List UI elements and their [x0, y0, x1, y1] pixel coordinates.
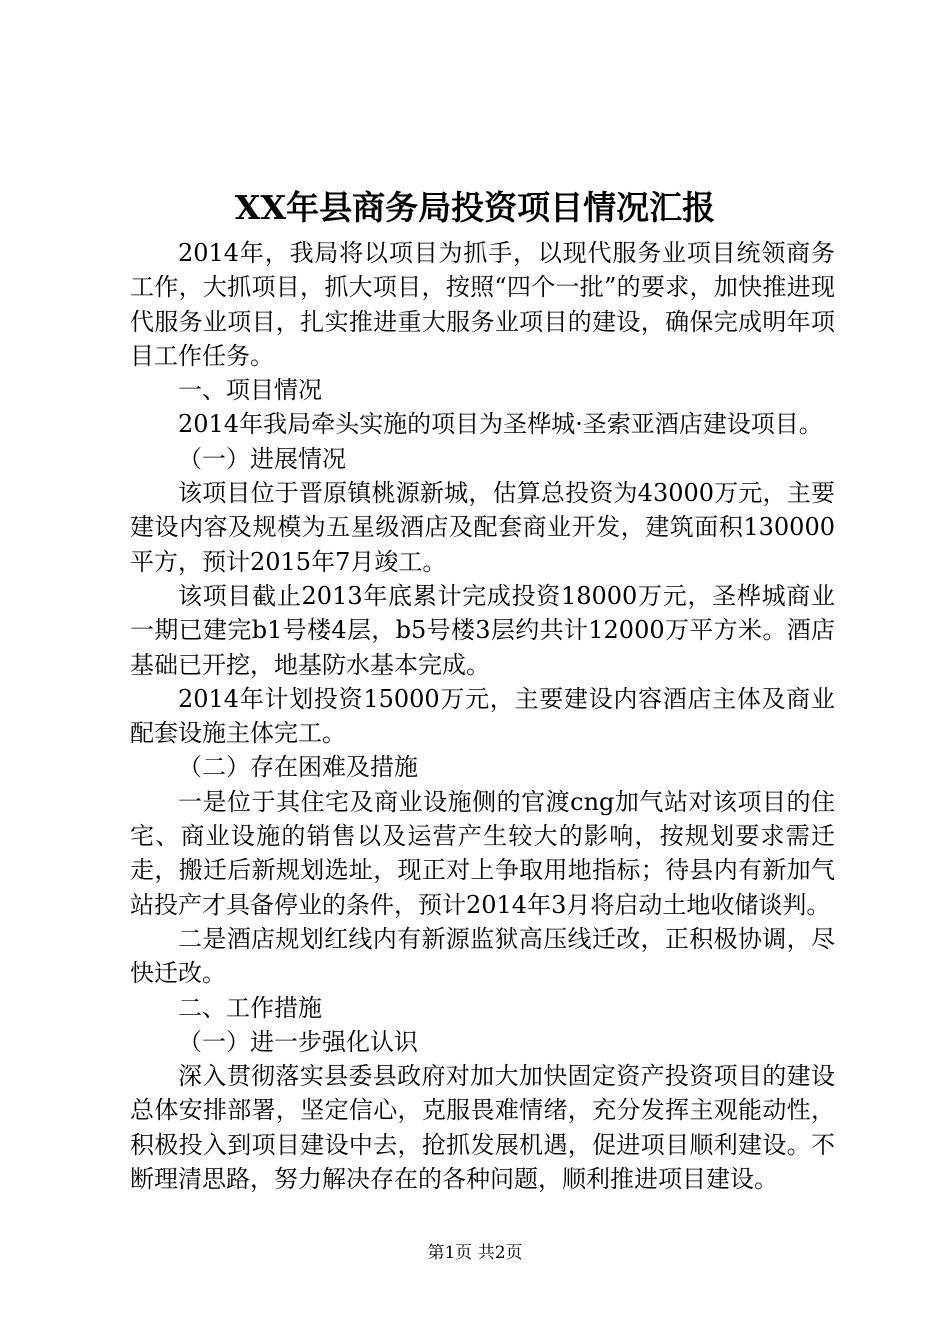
subsection-heading-awareness: （一）进一步强化认识	[178, 1027, 418, 1056]
project-summary-paragraph: 2014年我局牵头实施的项目为圣桦城·圣索亚酒店建设项目。	[178, 410, 823, 439]
section-heading-project-status: 一、项目情况	[178, 376, 322, 405]
intro-paragraph: 2014年，我局将以项目为抓手，以现代服务业项目统领商务工作，大抓项目，抓大项目，按照“四个一批”的要求，加快推进现代服务业项目，扎实推进重大服务业项目的建设，确保完成明年项目工作任务。	[130, 239, 835, 370]
project-location-paragraph: 该项目位于晋原镇桃源新城，估算总投资为43000万元，主要建设内容及规模为五星级酒店及配套商业开发，建筑面积130000平方，预计2015年7月竣工。	[130, 479, 835, 576]
page-number-footer: 第1页 共2页	[427, 1243, 523, 1263]
section-heading-work-measures: 二、工作措施	[178, 993, 322, 1022]
subsection-heading-difficulties: （二）存在困难及措施	[178, 753, 418, 782]
awareness-paragraph: 深入贯彻落实县委县政府对加大加快固定资产投资项目的建设总体安排部署，坚定信心，克服畏难情绪，充分发挥主观能动性，积极投入到项目建设中去，抢抓发展机遇，促进项目顺利建设。不断理清思路，努力解决存在的各种问题，顺利推进项目建设。	[130, 1062, 835, 1194]
document-body	[130, 236, 835, 1196]
subsection-heading-progress: （一）进展情况	[178, 444, 346, 473]
difficulty-one-paragraph: 一是位于其住宅及商业设施侧的官渡cng加气站对该项目的住宅、商业设施的销售以及运营产生较大的影响，按规划要求需迁走，搬迁后新规划选址，现正对上争取用地指标；待县内有新加气站投产才具备停业的条件，预计2014年3月将启动土地收储谈判。	[130, 787, 835, 919]
difficulty-two-paragraph: 二是酒店规划红线内有新源监狱高压线迁改，正积极协调，尽快迁改。	[130, 924, 835, 988]
document-title: XX年县商务局投资项目情况汇报	[234, 188, 716, 227]
investment-progress-paragraph: 该项目截止2013年底累计完成投资18000万元，圣桦城商业一期已建完b1号楼4层，b5号楼3层约共计12000万平方米。酒店基础已开挖，地基防水基本完成。	[130, 581, 835, 679]
investment-plan-paragraph: 2014年计划投资15000万元，主要建设内容酒店主体及商业配套设施主体完工。	[130, 684, 835, 748]
